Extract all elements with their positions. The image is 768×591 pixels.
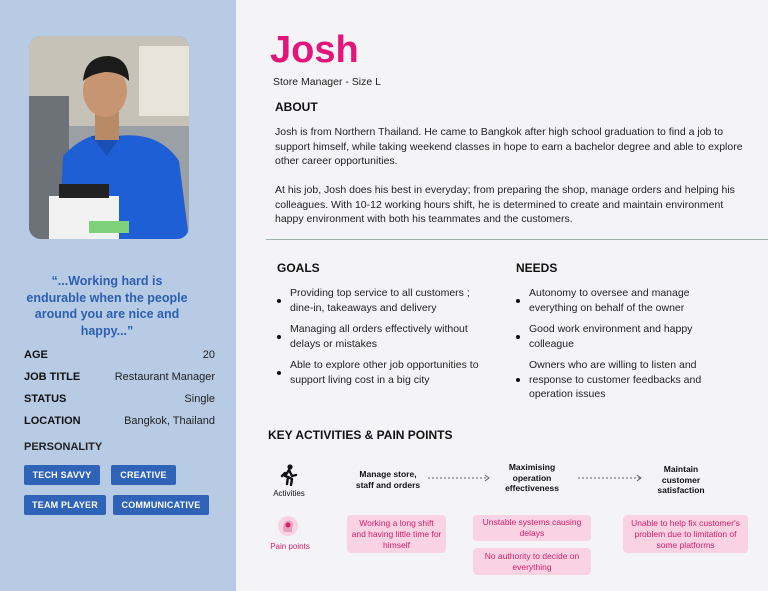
- flow-arrow-icon: [428, 474, 492, 482]
- goal-item: Managing all orders effectively without delays or mistakes: [277, 322, 487, 351]
- persona-role: Store Manager - Size L: [273, 76, 381, 88]
- pain-platform-limitation: Unable to help fix customer's problem due to limitation of some platforms: [623, 515, 748, 553]
- persona-quote: “...Working hard is endurable when the people around you are nice and happy...”: [26, 274, 188, 338]
- need-item: Good work environment and happy colleague: [516, 322, 731, 351]
- goal-item: Providing top service to all customers ; dine-in, takeaways and delivery: [277, 286, 487, 315]
- needs-heading: NEEDS: [516, 261, 558, 275]
- stage-manage-store: Manage store, staff and orders: [355, 469, 421, 490]
- about-heading: ABOUT: [275, 100, 318, 114]
- pain-no-authority: No authority to decide on everything: [473, 548, 591, 575]
- tag-team-player: TEAM PLAYER: [24, 495, 106, 515]
- tag-communicative: COMMUNICATIVE: [113, 495, 209, 515]
- attr-value: Bangkok, Thailand: [124, 415, 215, 427]
- need-item: Autonomy to oversee and manage everything on behalf of the owner: [516, 286, 731, 315]
- persona-name: Josh: [270, 29, 359, 71]
- about-paragraph-1: Josh is from Northern Thailand. He came to Bangkok after high school graduation to find a job to support himself, while taking weekend classes in hope to earn a bachelor degree and able to explore other career opportunities.: [275, 126, 743, 167]
- tag-tech-savvy: TECH SAVVY: [24, 465, 100, 485]
- stage-maintain-satisfaction: Maintain customer satisfaction: [657, 464, 705, 495]
- section-divider: [266, 239, 768, 240]
- goal-item: Able to explore other job opportunities to support living cost in a big city: [277, 358, 487, 387]
- flow-arrow-icon: [578, 474, 644, 482]
- stage-maximising: Maximising operation effectiveness: [505, 462, 559, 493]
- attr-location: [24, 415, 215, 427]
- pain-points-label: Pain points: [270, 542, 310, 551]
- activities-label: Activities: [273, 489, 305, 498]
- attr-label: AGE: [24, 349, 48, 361]
- about-paragraph-2: At his job, Josh does his best in everyday; from preparing the shop, manage orders and helping his colleagues. With 10-12 working hours shift, he is determined to create and maintain environment happy environment with both his teammates and the customers.: [275, 184, 735, 225]
- attr-value: 20: [202, 349, 215, 361]
- attr-value: Restaurant Manager: [114, 371, 215, 383]
- personality-heading: PERSONALITY: [24, 441, 103, 453]
- goals-heading: GOALS: [277, 261, 320, 275]
- attr-job-title: [24, 371, 215, 383]
- attr-age: [24, 349, 215, 361]
- goals-list: [277, 286, 487, 394]
- pain-long-shift: Working a long shift and having little time for himself: [347, 515, 446, 553]
- head-pain-icon: [277, 515, 299, 537]
- activities-heading: KEY ACTIVITIES & PAIN POINTS: [268, 428, 453, 442]
- pain-unstable-systems: Unstable systems causing delays: [473, 515, 591, 541]
- person-photo-illustration: [29, 36, 189, 239]
- profile-photo: [29, 36, 189, 239]
- attr-status: [24, 393, 215, 405]
- attr-label: JOB TITLE: [24, 371, 81, 383]
- attr-label: LOCATION: [24, 415, 81, 427]
- tag-creative: CREATIVE: [111, 465, 176, 485]
- attr-value: Single: [184, 393, 215, 405]
- profile-sidebar: [0, 0, 236, 591]
- attr-label: STATUS: [24, 393, 67, 405]
- needs-list: [516, 286, 731, 409]
- need-item: Owners who are willing to listen and response to customer feedbacks and operation issues: [516, 358, 731, 402]
- running-person-icon: [279, 464, 299, 486]
